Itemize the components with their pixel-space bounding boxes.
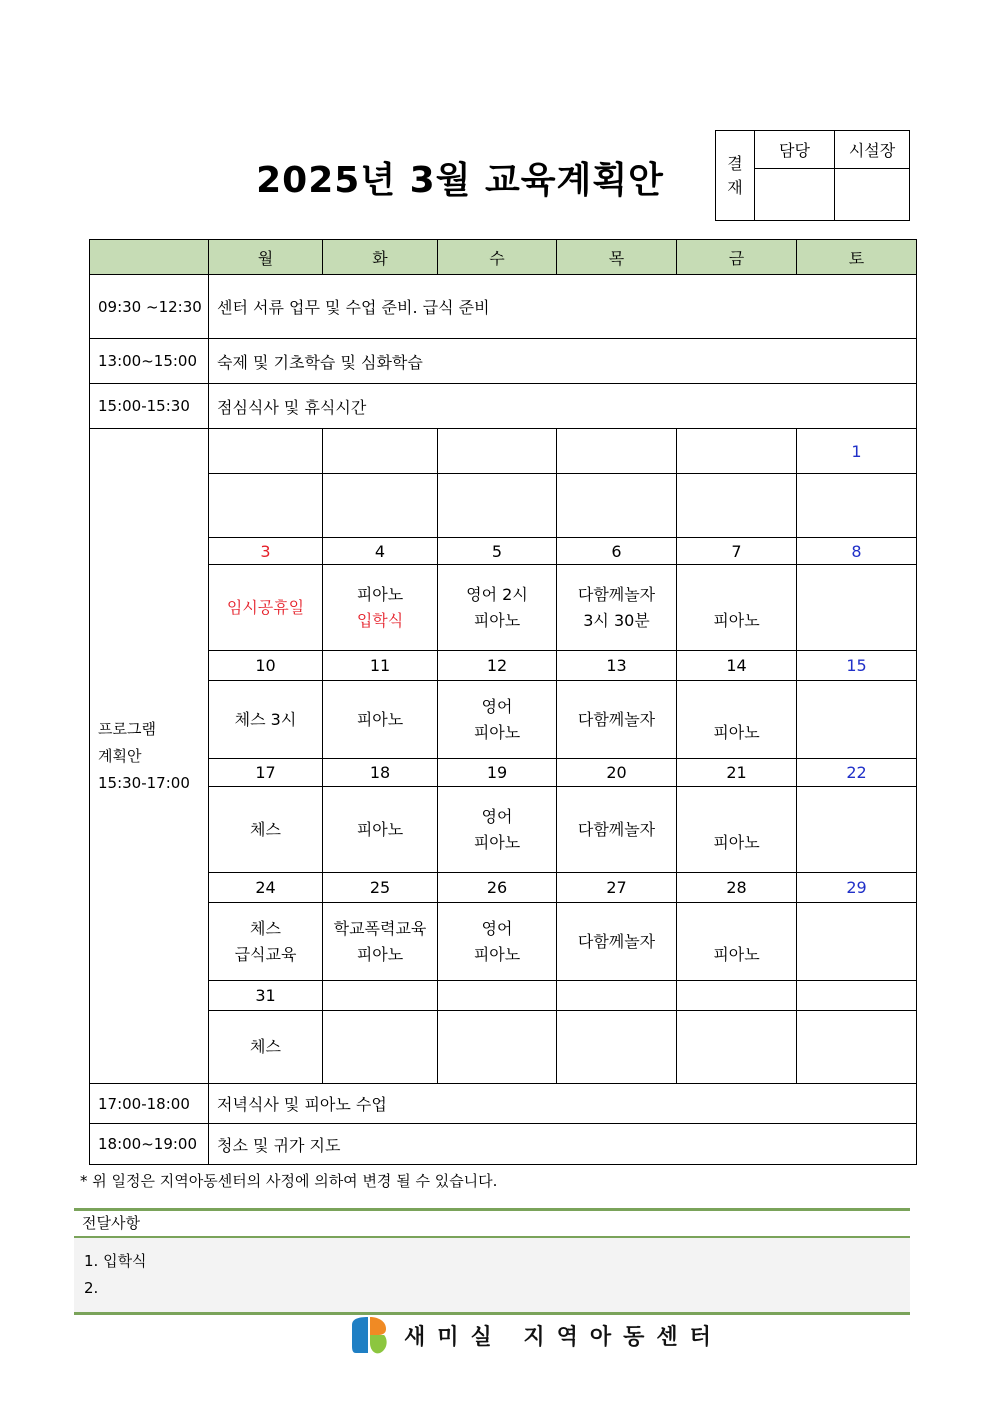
date-row — [90, 429, 917, 474]
event-cell — [677, 681, 797, 759]
time-cell: 18:00~19:00 — [90, 1124, 209, 1165]
event-cell — [677, 474, 797, 538]
schedule-table — [89, 239, 917, 1165]
date-cell — [797, 981, 917, 1011]
event-line: 피아노 — [713, 610, 760, 630]
event-cell — [323, 903, 438, 981]
event-row — [90, 787, 917, 873]
schedule-row — [90, 1124, 917, 1165]
event-cell — [797, 1011, 917, 1084]
event-cell — [209, 1011, 323, 1084]
holiday-label: 임시공휴일 — [226, 597, 305, 617]
event-line: 체스 — [250, 819, 281, 839]
event-cell — [677, 903, 797, 981]
event-line: 피아노 — [473, 832, 521, 852]
event-cell — [557, 681, 677, 759]
approval-box — [715, 130, 910, 221]
date-cell: 6 — [557, 538, 677, 565]
date-cell: 20 — [557, 759, 677, 787]
event-line: 다함께놀자 — [577, 709, 656, 729]
date-row — [90, 759, 917, 787]
page-title: 2025년 3월 교육계획안 — [256, 160, 664, 201]
event-line: 피아노 — [473, 610, 521, 630]
day-header: 월 — [209, 240, 323, 275]
event-line: 피아노 — [356, 709, 404, 729]
event-cell — [797, 474, 917, 538]
activity-cell: 점심식사 및 휴식시간 — [209, 384, 917, 429]
event-line: 영어 2시 — [466, 584, 528, 604]
event-cell — [323, 565, 438, 651]
event-cell — [677, 1011, 797, 1084]
event-line: 피아노 — [356, 819, 404, 839]
time-cell: 13:00~15:00 — [90, 339, 209, 384]
event-cell — [438, 681, 557, 759]
event-cell — [209, 565, 323, 651]
footnote: * 위 일정은 지역아동센터의 사정에 의하여 변경 될 수 있습니다. — [80, 1172, 498, 1190]
event-cell — [323, 474, 438, 538]
event-row — [90, 1011, 917, 1084]
approval-label-top: 결 — [727, 153, 743, 173]
date-cell: 19 — [438, 759, 557, 787]
date-cell: 17 — [209, 759, 323, 787]
day-header: 목 — [557, 240, 677, 275]
event-row — [90, 681, 917, 759]
event-cell — [438, 474, 557, 538]
day-header: 수 — [438, 240, 557, 275]
date-cell — [323, 429, 438, 474]
date-cell: 4 — [323, 538, 438, 565]
event-cell — [209, 681, 323, 759]
time-cell: 15:00-15:30 — [90, 384, 209, 429]
program-label-line: 계획안 — [98, 746, 142, 765]
date-cell-saturday: 15 — [797, 651, 917, 681]
schedule-row — [90, 1084, 917, 1124]
event-line-highlight: 입학식 — [356, 610, 404, 630]
day-header: 화 — [323, 240, 438, 275]
date-row — [90, 538, 917, 565]
event-cell — [209, 474, 323, 538]
corner-cell — [90, 240, 209, 275]
notice-header: 전달사항 — [74, 1211, 910, 1238]
event-cell — [797, 787, 917, 873]
event-cell — [797, 681, 917, 759]
event-line: 다함께놀자 — [577, 819, 656, 839]
event-line: 체스 — [250, 918, 281, 938]
event-cell — [557, 1011, 677, 1084]
activity-cell: 저녁식사 및 피아노 수업 — [209, 1084, 917, 1124]
date-cell: 25 — [323, 873, 438, 903]
day-header-row — [90, 240, 917, 275]
event-cell — [797, 565, 917, 651]
event-cell — [557, 903, 677, 981]
event-cell — [323, 787, 438, 873]
event-cell — [557, 474, 677, 538]
approval-col-director: 시설장 — [835, 131, 910, 169]
time-cell: 17:00-18:00 — [90, 1084, 209, 1124]
event-line: 영어 — [481, 696, 513, 716]
event-line: 영어 — [481, 806, 513, 826]
event-row — [90, 903, 917, 981]
event-line: 피아노 — [473, 722, 521, 742]
date-cell: 14 — [677, 651, 797, 681]
center-name: 새미실 지역아동센터 — [404, 1324, 723, 1350]
event-line: 피아노 — [356, 944, 404, 964]
event-cell — [209, 787, 323, 873]
event-cell — [323, 1011, 438, 1084]
event-line: 학교폭력교육 — [333, 918, 427, 938]
date-cell-holiday: 3 — [209, 538, 323, 565]
date-cell: 24 — [209, 873, 323, 903]
approval-col-manager: 담당 — [755, 131, 835, 169]
event-line: 체스 — [250, 1037, 281, 1056]
date-cell — [323, 981, 438, 1011]
event-cell — [677, 565, 797, 651]
date-cell-saturday: 22 — [797, 759, 917, 787]
approval-label — [716, 131, 755, 221]
date-cell: 11 — [323, 651, 438, 681]
event-cell — [438, 787, 557, 873]
schedule-row — [90, 339, 917, 384]
schedule-row — [90, 384, 917, 429]
event-cell — [677, 787, 797, 873]
date-cell — [677, 429, 797, 474]
date-cell: 26 — [438, 873, 557, 903]
event-line: 급식교육 — [234, 944, 297, 964]
event-line: 다함께놀자 — [577, 584, 656, 604]
leaf-logo-icon — [350, 1315, 390, 1355]
date-cell-saturday: 1 — [797, 429, 917, 474]
date-cell: 31 — [209, 981, 323, 1011]
event-cell — [209, 903, 323, 981]
day-header: 토 — [797, 240, 917, 275]
event-cell — [438, 903, 557, 981]
event-cell — [323, 681, 438, 759]
event-cell — [557, 565, 677, 651]
program-label-line: 15:30-17:00 — [98, 773, 190, 792]
time-cell: 09:30 ~12:30 — [90, 275, 209, 339]
date-cell — [438, 429, 557, 474]
date-cell: 13 — [557, 651, 677, 681]
date-cell — [209, 429, 323, 474]
program-label-cell — [90, 429, 209, 1084]
date-row — [90, 651, 917, 681]
event-line: 피아노 — [713, 944, 760, 964]
approval-label-bottom: 재 — [727, 177, 743, 197]
day-header: 금 — [677, 240, 797, 275]
date-cell: 7 — [677, 538, 797, 565]
approval-sign-director[interactable] — [835, 169, 910, 221]
date-cell: 21 — [677, 759, 797, 787]
notice-box — [74, 1208, 910, 1315]
event-line: 피아노 — [713, 832, 760, 852]
center-logo — [350, 1315, 723, 1355]
event-cell — [557, 787, 677, 873]
approval-sign-manager[interactable] — [755, 169, 835, 221]
date-row — [90, 981, 917, 1011]
date-cell — [438, 981, 557, 1011]
event-line: 피아노 — [473, 944, 521, 964]
event-row — [90, 474, 917, 538]
notice-item: 1. 입학식 — [84, 1252, 147, 1270]
activity-cell: 센터 서류 업무 및 수업 준비. 급식 준비 — [209, 275, 917, 339]
event-cell — [438, 565, 557, 651]
date-cell — [557, 429, 677, 474]
notice-item: 2. — [84, 1279, 99, 1297]
date-cell: 28 — [677, 873, 797, 903]
event-line: 다함께놀자 — [577, 931, 656, 951]
event-line: 체스 3시 — [234, 709, 297, 729]
event-cell — [438, 1011, 557, 1084]
date-cell-saturday: 8 — [797, 538, 917, 565]
program-label-line: 프로그램 — [98, 719, 156, 738]
date-cell: 10 — [209, 651, 323, 681]
date-row — [90, 873, 917, 903]
date-cell-saturday: 29 — [797, 873, 917, 903]
date-cell — [557, 981, 677, 1011]
date-cell: 5 — [438, 538, 557, 565]
event-cell — [797, 903, 917, 981]
schedule-row — [90, 275, 917, 339]
event-row — [90, 565, 917, 651]
date-cell: 18 — [323, 759, 438, 787]
notice-body — [74, 1238, 910, 1312]
event-line: 3시 30분 — [583, 610, 650, 630]
date-cell — [677, 981, 797, 1011]
activity-cell: 숙제 및 기초학습 및 심화학습 — [209, 339, 917, 384]
date-cell: 27 — [557, 873, 677, 903]
event-line: 피아노 — [356, 584, 404, 604]
event-line: 피아노 — [713, 722, 760, 742]
date-cell: 12 — [438, 651, 557, 681]
activity-cell: 청소 및 귀가 지도 — [209, 1124, 917, 1165]
event-line: 영어 — [481, 918, 513, 938]
